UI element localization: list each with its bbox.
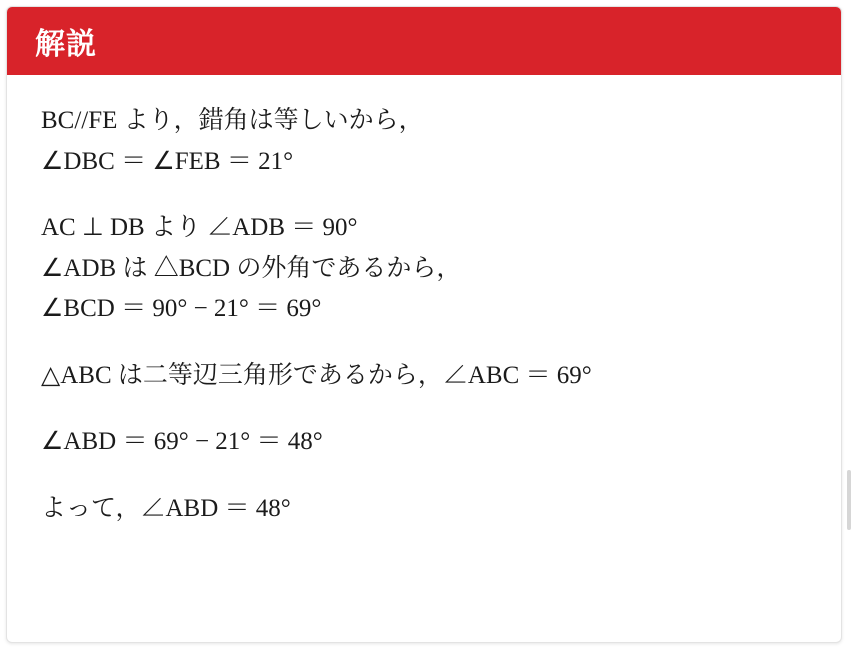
- math-line: ∠ABD ＝ 69° − 21° ＝ 48°: [41, 428, 323, 455]
- math-line: △ABC は二等辺三角形であるから，∠ABC ＝ 69°: [41, 361, 592, 389]
- math-line: ∠DBC ＝ ∠FEB ＝ 21°: [41, 147, 294, 175]
- math-line: BC//FE より，錯角は等しいから，: [41, 107, 424, 134]
- scrollbar-thumb[interactable]: [847, 470, 851, 530]
- explanation-block-5: [41, 489, 807, 530]
- explanation-block-1: [41, 101, 807, 182]
- explanation-block-3: [41, 356, 807, 397]
- card-header: [7, 7, 841, 75]
- page-title: 解説: [35, 28, 97, 61]
- explanation-block-4: [41, 422, 807, 463]
- math-line: ∠BCD ＝ 90° − 21° ＝ 69°: [41, 295, 322, 322]
- math-line: ∠ADB は △BCD の外角であるから，: [41, 254, 462, 282]
- card-body: [7, 75, 841, 575]
- explanation-block-2: [41, 208, 807, 330]
- explanation-card: [6, 6, 842, 643]
- math-line: AC ⊥ DB より ∠ADB ＝ 90°: [41, 214, 358, 241]
- math-line: よって，∠ABD ＝ 48°: [41, 494, 291, 522]
